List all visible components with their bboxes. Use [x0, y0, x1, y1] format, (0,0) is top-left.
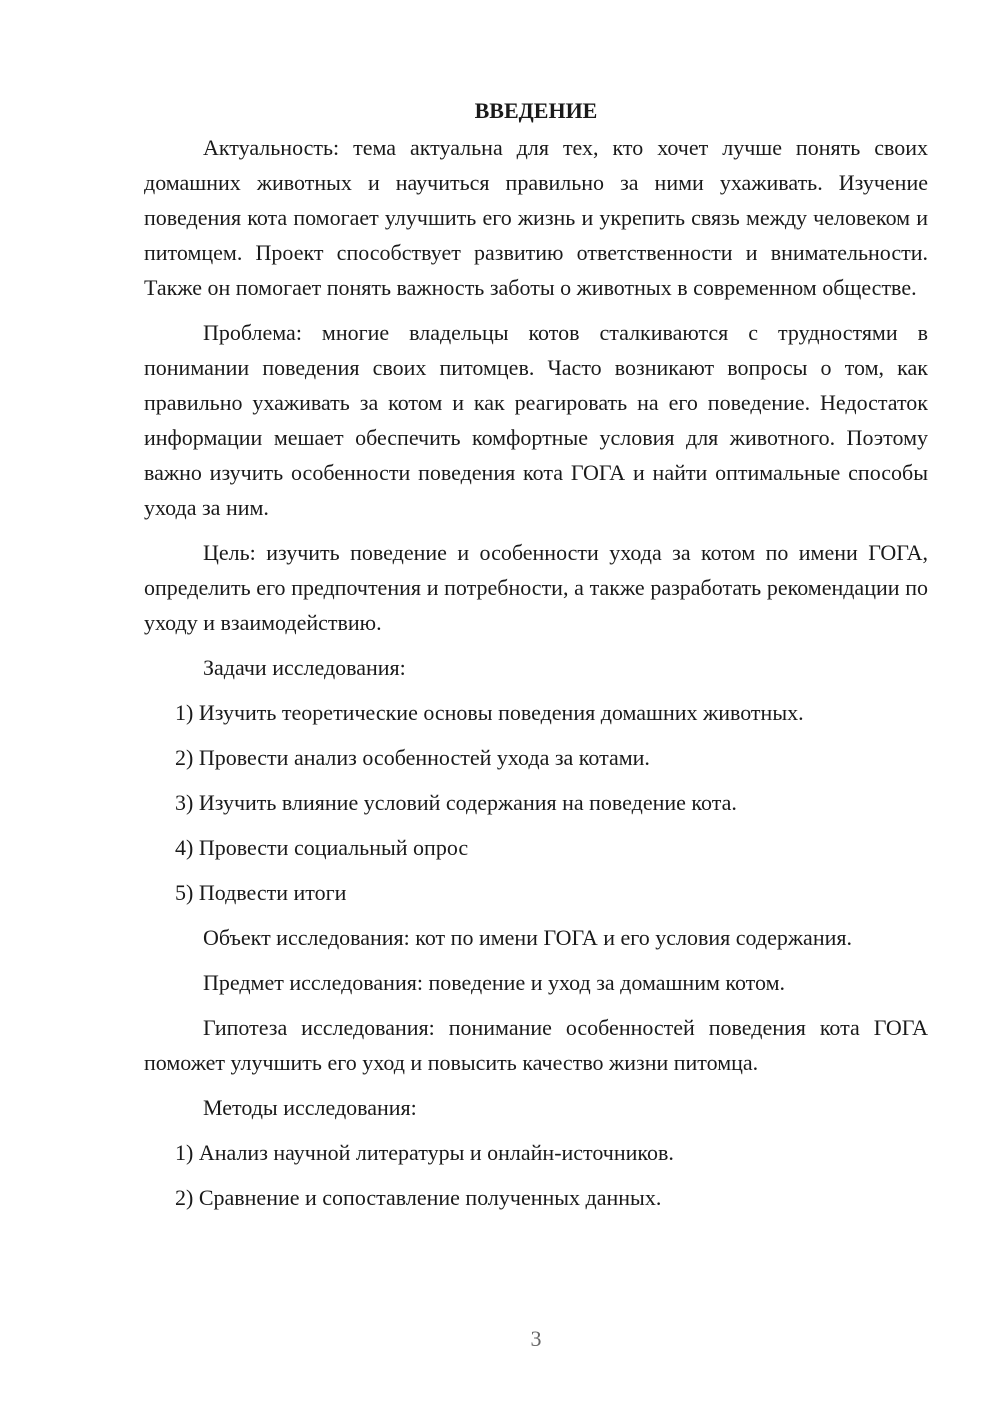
method-item-2: 2) Сравнение и сопоставление полученных данных.: [175, 1185, 662, 1210]
methods-heading: Методы исследования:: [203, 1095, 417, 1120]
problem-paragraph: Проблема: многие владельцы котов сталкиваются с трудностями в понимании поведения своих питомцев. Часто возникают вопросы о том, как правильно ухаживать за котом и как реагировать на его поведение. Недостаток информации мешает обеспечить комфортные условия для животного. Поэтому важно изучить особенности поведения кота ГОГА и найти оптимальные способы ухода за ним.: [144, 320, 928, 520]
section-title: ВВЕДЕНИЕ: [474, 98, 598, 123]
method-item-1: 1) Анализ научной литературы и онлайн-источников.: [175, 1140, 674, 1165]
task-item-1: 1) Изучить теоретические основы поведения домашних животных.: [175, 700, 804, 725]
subject-paragraph: Предмет исследования: поведение и уход за домашним котом.: [203, 970, 786, 995]
hypothesis-paragraph: Гипотеза исследования: понимание особенностей поведения кота ГОГА поможет улучшить его уход и повысить качество жизни питомца.: [144, 1015, 928, 1075]
task-item-3: 3) Изучить влияние условий содержания на поведение кота.: [175, 790, 737, 815]
page-number: 3: [530, 1326, 542, 1351]
task-item-2: 2) Провести анализ особенностей ухода за котами.: [175, 745, 650, 770]
task-item-5: 5) Подвести итоги: [175, 880, 347, 905]
document-page: [144, 92, 928, 1225]
relevance-paragraph: Актуальность: тема актуальна для тех, кто хочет лучше понять своих домашних животных и научиться правильно за ними ухаживать. Изучение поведения кота помогает улучшить его жизнь и укрепить связь между человеком и питомцем. Проект способствует развитию ответственности и внимательности. Также он помогает понять важность заботы о животных в современном обществе.: [144, 135, 928, 300]
goal-paragraph: Цель: изучить поведение и особенности ухода за котом по имени ГОГА, определить его предпочтения и потребности, а также разработать рекомендации по уходу и взаимодействию.: [144, 540, 928, 635]
object-paragraph: Объект исследования: кот по имени ГОГА и его условия содержания.: [203, 925, 852, 950]
task-item-4: 4) Провести социальный опрос: [175, 835, 469, 860]
tasks-heading: Задачи исследования:: [203, 655, 406, 680]
